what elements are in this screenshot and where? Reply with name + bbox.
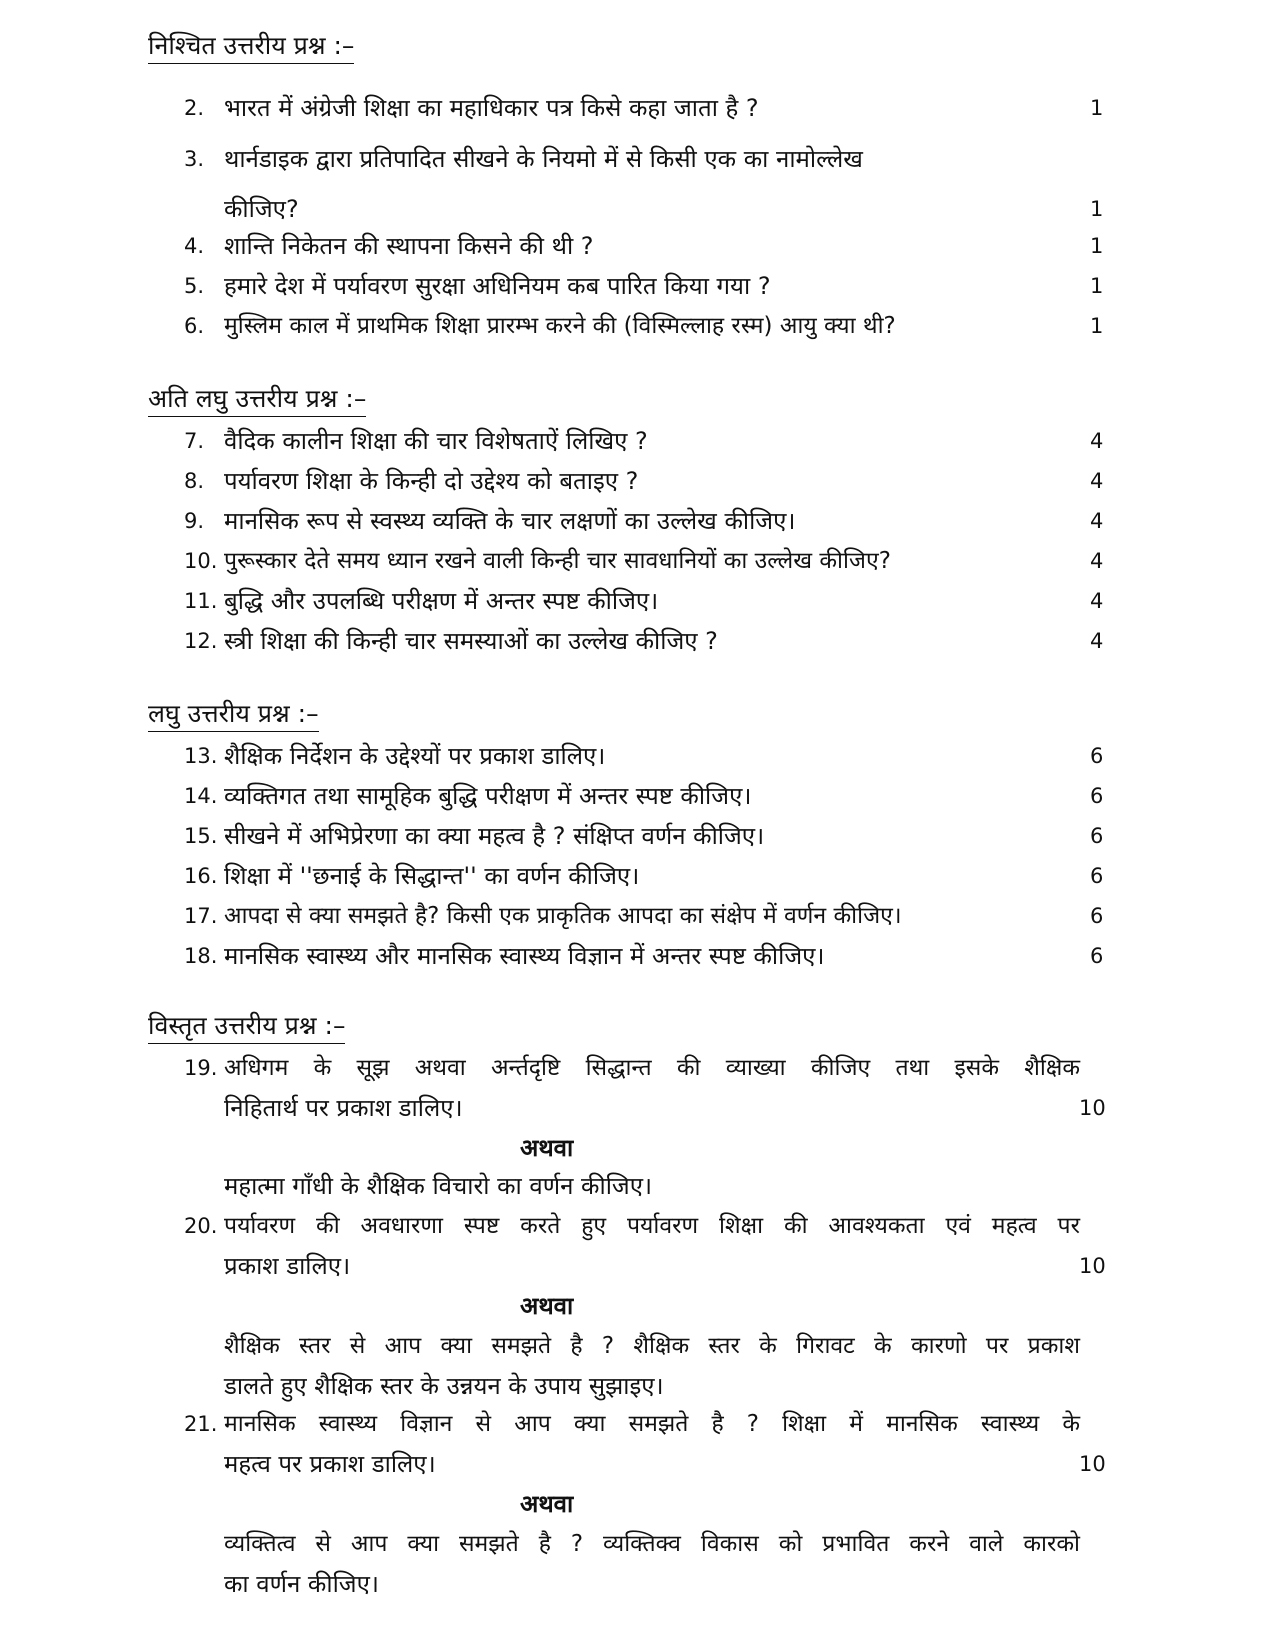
question-number: 17. [184,904,218,928]
question-marks: 6 [1090,744,1104,768]
question-text: महात्मा गाँधी के शैक्षिक विचारो का वर्णन कीजिए। [224,1172,653,1200]
question-number: 21. [184,1412,218,1436]
question-marks: 10 [1079,1452,1106,1476]
alternate-question [0,1526,1275,1562]
question-row [0,583,1275,619]
alternate-question [0,1328,1275,1364]
or-label: अथवा [520,1490,574,1518]
question-row [0,141,1275,177]
question-number: 14. [184,784,218,808]
question-row [0,938,1275,974]
question-marks: 4 [1090,589,1104,613]
question-row [0,228,1275,264]
question-number: 2. [184,96,205,120]
question-marks: 4 [1090,549,1104,573]
question-number: 3. [184,147,205,171]
question-number: 15. [184,824,218,848]
question-text: मानसिक स्वास्थ्य और मानसिक स्वास्थ्य विज्ञान में अन्तर स्पष्ट कीजिए। [224,942,825,970]
question-text: शान्ति निकेतन की स्थापना किसने की थी ? [224,232,594,260]
question-row [0,463,1275,499]
question-text: प्रकाश डालिए। [224,1252,351,1280]
question-row [0,738,1275,774]
question-text: बुद्धि और उपलब्धि परीक्षण में अन्तर स्पष्ट कीजिए। [224,587,659,615]
question-row [0,818,1275,854]
question-row [0,1050,1275,1086]
question-row [0,1406,1275,1442]
question-marks: 4 [1090,629,1104,653]
question-text: स्त्री शिक्षा की किन्ही चार समस्याओं का उल्लेख कीजिए ? [224,627,718,655]
question-number: 16. [184,864,218,888]
question-marks: 1 [1090,96,1104,120]
section-heading-long: विस्तृत उत्तरीय प्रश्न :– [148,1010,345,1044]
question-number: 10. [184,549,218,573]
question-number: 7. [184,429,205,453]
question-row [0,543,1275,579]
question-row [0,623,1275,659]
alternate-question-continued [0,1566,1275,1602]
question-number: 8. [184,469,205,493]
alternate-question [0,1168,1275,1204]
question-text: मानसिक स्वास्थ्य विज्ञान से आप क्या समझते है ? शिक्षा में मानसिक स्वास्थ्य के [224,1411,1080,1437]
question-marks: 6 [1090,944,1104,968]
or-label: अथवा [520,1134,574,1162]
question-row-continued [0,1090,1275,1126]
question-number: 19. [184,1056,218,1080]
question-number: 20. [184,1214,218,1238]
question-number: 6. [184,314,205,338]
question-text: पर्यावरण की अवधारणा स्पष्ट करते हुए पर्यावरण शिक्षा की आवश्यकता एवं महत्व पर [224,1213,1080,1239]
question-marks: 4 [1090,429,1104,453]
question-marks: 1 [1090,234,1104,258]
question-number: 11. [184,589,218,613]
question-marks: 6 [1090,784,1104,808]
question-number: 4. [184,234,205,258]
question-text: थार्नडाइक द्वारा प्रतिपादित सीखने के नियमो में से किसी एक का नामोल्लेख [224,145,863,173]
question-row [0,268,1275,304]
question-marks: 6 [1090,864,1104,888]
question-number: 18. [184,944,218,968]
question-text: सीखने में अभिप्रेरणा का क्या महत्व है ? संक्षिप्त वर्णन कीजिए। [224,822,765,850]
question-text: मानसिक रूप से स्वस्थ्य व्यक्ति के चार लक्षणों का उल्लेख कीजिए। [224,507,796,535]
question-text: शिक्षा में ''छनाई के सिद्धान्त'' का वर्णन कीजिए। [224,862,640,890]
question-text: मुस्लिम काल में प्राथमिक शिक्षा प्रारम्भ करने की (विस्मिल्लाह रस्म) आयु क्या थी? [224,313,896,339]
question-row [0,90,1275,126]
question-row [0,778,1275,814]
question-marks: 1 [1090,274,1104,298]
alternate-question-continued [0,1368,1275,1404]
question-marks: 10 [1079,1254,1106,1278]
question-text: पर्यावरण शिक्षा के किन्ही दो उद्देश्य को बताइए ? [224,467,639,495]
section-heading-very-short: अति लघु उत्तरीय प्रश्न :– [148,383,366,417]
question-text: आपदा से क्या समझते है? किसी एक प्राकृतिक आपदा का संक्षेप में वर्णन कीजिए। [224,903,902,929]
question-row-continued [0,1248,1275,1284]
question-row [0,858,1275,894]
question-number: 13. [184,744,218,768]
section-heading-definite: निश्चित उत्तरीय प्रश्न :– [148,30,354,64]
question-marks: 6 [1090,824,1104,848]
question-text: व्यक्तित्व से आप क्या समझते है ? व्यक्तिक्व विकास को प्रभावित करने वाले कारको [224,1531,1080,1557]
question-row [0,308,1275,344]
question-text: डालते हुए शैक्षिक स्तर के उन्नयन के उपाय सुझाइए। [224,1372,664,1400]
question-text: शैक्षिक निर्देशन के उद्देश्यों पर प्रकाश डालिए। [224,742,606,770]
question-marks: 1 [1090,314,1104,338]
question-text: महत्व पर प्रकाश डालिए। [224,1450,436,1478]
question-number: 5. [184,274,205,298]
question-row [0,503,1275,539]
question-text: का वर्णन कीजिए। [224,1570,379,1598]
question-marks: 10 [1079,1096,1106,1120]
question-row [0,1208,1275,1244]
question-text: शैक्षिक स्तर से आप क्या समझते है ? शैक्षिक स्तर के गिरावट के कारणो पर प्रकाश [224,1333,1080,1359]
question-text: वैदिक कालीन शिक्षा की चार विशेषताऐं लिखिए ? [224,427,648,455]
question-text: अधिगम के सूझ अथवा अर्न्तदृष्टि सिद्धान्त की व्याख्या कीजिए तथा इसके शैक्षिक [224,1055,1080,1081]
question-row-continued [0,191,1275,227]
question-row [0,423,1275,459]
question-marks: 4 [1090,469,1104,493]
question-text: भारत में अंग्रेजी शिक्षा का महाधिकार पत्र किसे कहा जाता है ? [224,94,759,122]
question-number: 12. [184,629,218,653]
question-text: पुरूस्कार देते समय ध्यान रखने वाली किन्ही चार सावधानियों का उल्लेख कीजिए? [224,548,891,574]
question-row-continued [0,1446,1275,1482]
question-text: हमारे देश में पर्यावरण सुरक्षा अधिनियम कब पारित किया गया ? [224,272,771,300]
or-label: अथवा [520,1292,574,1320]
question-text: व्यक्तिगत तथा सामूहिक बुद्धि परीक्षण में अन्तर स्पष्ट कीजिए। [224,782,752,810]
section-heading-short: लघु उत्तरीय प्रश्न :– [148,698,319,732]
question-marks: 1 [1090,197,1104,221]
question-text: निहितार्थ पर प्रकाश डालिए। [224,1094,463,1122]
question-marks: 4 [1090,509,1104,533]
question-number: 9. [184,509,205,533]
question-row [0,898,1275,934]
question-text: कीजिए? [224,195,299,223]
question-marks: 6 [1090,904,1104,928]
